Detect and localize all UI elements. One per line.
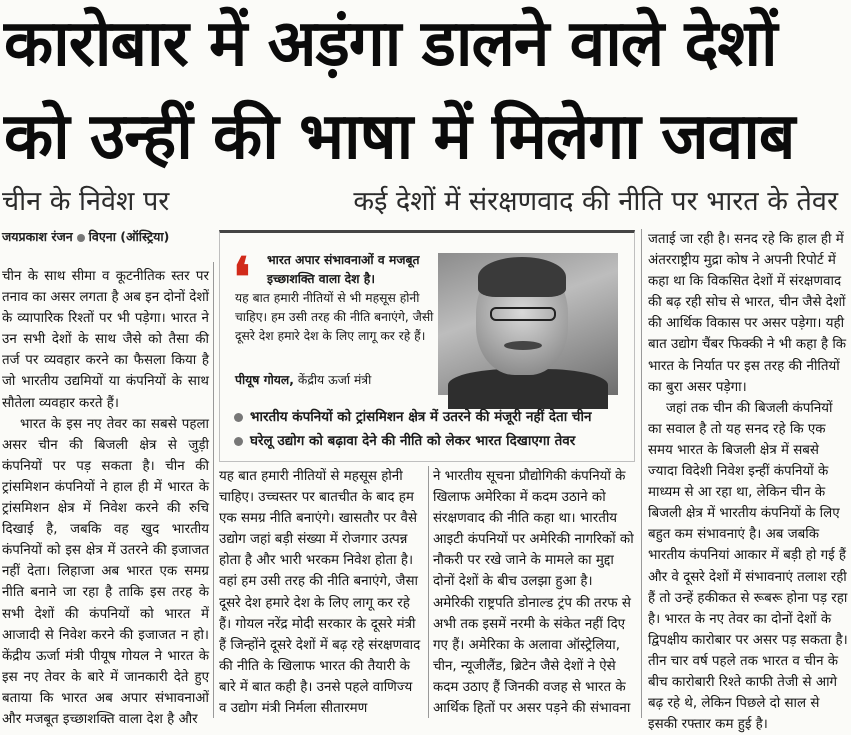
article-column-4	[648, 229, 848, 733]
quote-author	[235, 371, 371, 388]
byline-author: जयप्रकाश रंजन	[2, 229, 73, 244]
quote-mark-icon: ❛	[233, 245, 251, 309]
quote-text	[233, 245, 435, 346]
bullet-item: घरेलू उद्योग को बढ़ावा देने की नीति को लेकर भारत दिखाएगा तेवर	[234, 429, 630, 453]
headline-line-1: कारोबार में अड़ंगा डालने वाले देशों	[4, 7, 777, 81]
paragraph: भारत के इस नए तेवर का सबसे पहला असर चीन की बिजली क्षेत्र से जुड़ी कंपनियों पर पड़ सकता है। चीन की ट्रांसमिशन कंपनियों ने हाल ही में भारत के ट्रांसमिशन क्षेत्र में निवेश करने की रुचि दिखाई है, जबकि वह खुद भारतीय कंपनियों को इस क्षेत्र में उतरने की इजाजत नहीं देता। लिहाजा अब भारत एक समग्र नीति बनाने जा रहा है ताकि इस तरह के सभी देशों की कंपनियों को भारत में आजादी से निवेश करने की इजाजत न हो। केंद्रीय ऊर्जा मंत्री पीयूष गोयल ने भारत के इस नए तेवर के बारे में जानकारी देते हुए बताया कि भारत अब अपार संभावनाओं और मजबूत इच्छाशक्ति वाला देश है और	[2, 416, 209, 727]
photo-glasses	[490, 307, 556, 321]
article-column-3	[433, 466, 635, 718]
article-column-2	[219, 466, 423, 718]
quote-lead: भारत अपार संभावनाओं व मजबूत इच्छाशक्ति वाला देश है।	[267, 253, 420, 286]
column-divider	[428, 466, 429, 718]
quote-body: यह बात हमारी नीतियों से भी महसूस होनी चाहिए। हम उसी तरह की नीति बनाएंगे, जैसी दूसरे देश हमारे देश के लिए लागू कर रहे हैं।	[235, 291, 434, 343]
quote-author-title: केंद्रीय ऊर्जा मंत्री	[297, 373, 372, 387]
photo-suit	[448, 369, 608, 409]
paragraph: चीन के साथ सीमा व कूटनीतिक स्तर पर तनाव का असर लगता है अब इन दोनों देशों के व्यापारिक रिश्तों पर भी पड़ेगा। भारत ने उन सभी देशों के साथ जैसे को तैसा की तर्ज पर व्यवहार करने का फैसला किया है जो भारतीय उद्यमियों या कंपनियों के साथ सौतेला व्यवहार करते हैं।	[2, 269, 209, 411]
bullet-item: भारतीय कंपनियों को ट्रांसमिशन क्षेत्र में उतरने की मंजूरी नहीं देता चीन	[234, 405, 630, 429]
subheading-right: कई देशों में संरक्षणवाद की नीति पर भारत के तेवर	[353, 186, 838, 217]
column-divider	[213, 262, 214, 718]
quote-box	[219, 230, 635, 462]
bullet-dot-icon	[77, 234, 85, 242]
quote-author-name: पीयूष गोयल,	[235, 373, 294, 387]
byline-place: विएना (ऑस्ट्रिया)	[88, 229, 170, 244]
bullet-list	[234, 405, 630, 453]
column-divider	[641, 229, 642, 718]
photo-hair	[478, 257, 566, 297]
minister-photo	[438, 253, 618, 395]
photo-mustache	[504, 341, 542, 350]
subheading-left: चीन के निवेश पर	[2, 186, 170, 217]
paragraph: ने भारतीय सूचना प्रौद्योगिकी कंपनियों के खिलाफ अमेरिका में कदम उठाने को संरक्षणवाद की नीति कहा था। भारतीय आइटी कंपनियों पर अमेरिकी नागरिकों को नौकरी पर रखे जाने के मामले का मुद्दा दोनों देशों के बीच उलझा हुआ है। अमेरिकी राष्ट्रपति डोनाल्ड ट्रंप की तरफ से अभी तक इसमें नरमी के संकेत नहीं दिए गए हैं। अमेरिका के अलावा ऑस्ट्रेलिया, चीन, न्यूजीलैंड, ब्रिटेन जैसे देशों ने ऐसे कदम उठाए हैं जिनकी वजह से भारत के आर्थिक हितों पर असर पड़ने की संभावना	[433, 469, 634, 717]
article-column-1	[2, 266, 209, 727]
headline-line-2: को उन्हीं की भाषा में मिलेगा जवाब	[4, 100, 795, 174]
paragraph: यह बात हमारी नीतियों से महसूस होनी चाहिए। उच्चस्तर पर बातचीत के बाद हम एक समग्र नीति बनाएंगे। खासतौर पर वैसे उद्योग जहां बड़ी संख्या में रोजगार उत्पन्न होता है और भारी भरकम निवेश होता है। वहां हम उसी तरह की नीति बनाएंगे, जैसा दूसरे देश हमारे देश के लिए लागू कर रहे हैं। गोयल नरेंद्र मोदी सरकार के दूसरे मंत्री हैं जिन्होंने दूसरे देशों में बढ़ रहे संरक्षणवाद की नीति के खिलाफ भारत की तैयारी के बारे में बात कही है। उनसे पहले वाणिज्य व उद्योग मंत्री निर्मला सीतारमण	[219, 469, 421, 717]
byline	[2, 228, 169, 245]
paragraph: जताई जा रही है। सनद रहे कि हाल ही में अंतरराष्ट्रीय मुद्रा कोष ने अपनी रिपोर्ट में कहा था कि विकसित देशों में संरक्षणवाद की बढ़ रही सोच से भारत, चीन जैसे देशों की आर्थिक विकास पर असर पड़ेगा। यही बात उद्योग चैंबर फिक्की ने भी कहा है कि भारत के निर्यात पर इस तरह की नीतियों का बुरा असर पड़ेगा।	[648, 232, 847, 395]
paragraph: जहां तक चीन की बिजली कंपनियों का सवाल है तो यह सनद रहे कि एक समय भारत के बिजली क्षेत्र में सबसे ज्यादा विदेशी निवेश इन्हीं कंपनियों के माध्यम से आ रहा था, लेकिन चीन के बिजली क्षेत्र में भारतीय कंपनियों के लिए बहुत कम संभावनाएं है। अब जबकि भारतीय कंपनियां आकार में बड़ी हो गई हैं और वे दूसरे देशों में संभावनाएं तलाश रही हैं तो उन्हें हकीकत से रूबरू होना पड़ रहा है। भारत के नए तेवर का दोनों देशों के द्विपक्षीय कारोबार पर असर पड़ सकता है। तीन चार वर्ष पहले तक भारत व चीन के बीच कारोबारी रिश्ते काफी तेजी से आगे बढ़ रहे थे, लेकिन पिछले दो साल से इसकी रफ्तार कम हुई है।	[648, 400, 848, 733]
